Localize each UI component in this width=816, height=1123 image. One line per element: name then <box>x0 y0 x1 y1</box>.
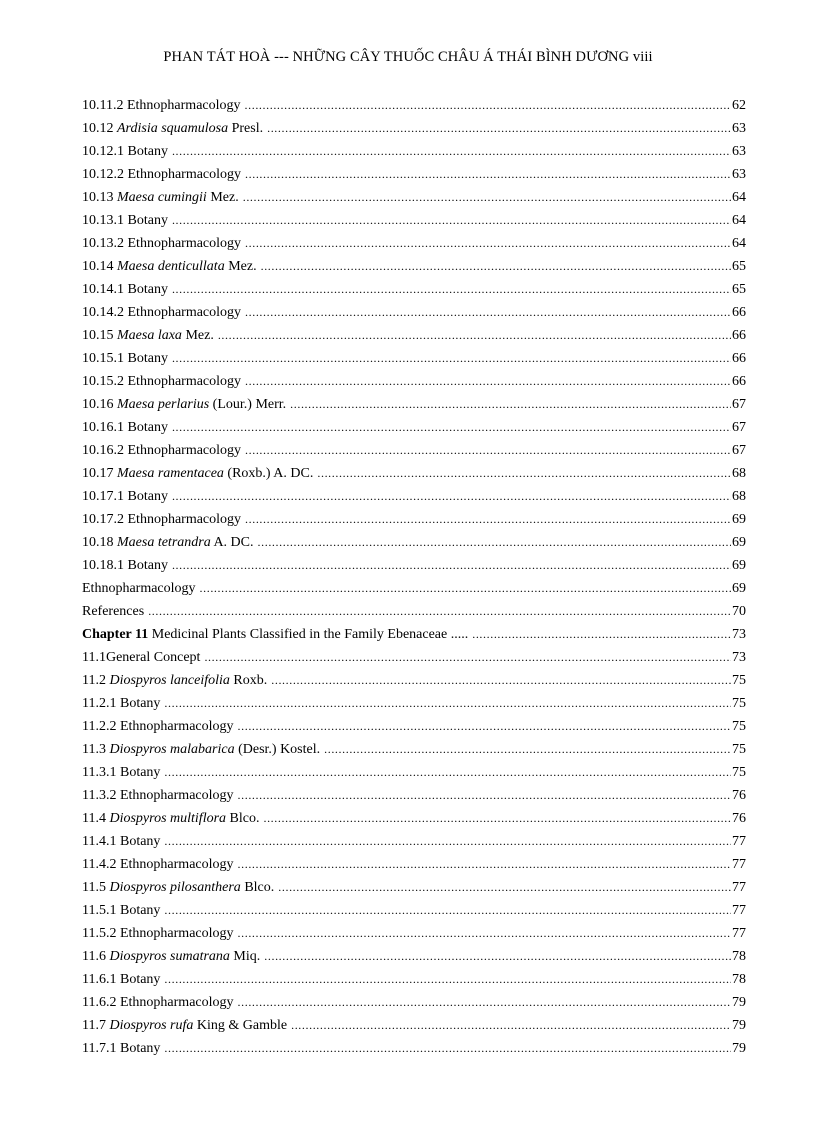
toc-entry-text: 11.5.2 Ethnopharmacology <box>82 926 234 941</box>
dot-leader <box>324 738 731 761</box>
toc-entry-title <box>82 508 241 531</box>
toc-entry-text: 11.3.2 Ethnopharmacology <box>82 788 234 803</box>
toc-entry[interactable] <box>82 117 746 140</box>
dot-leader <box>245 232 731 255</box>
dot-leader <box>278 876 731 899</box>
page-number: 66 <box>732 328 746 343</box>
toc-entry-text: 11.6 <box>82 949 110 964</box>
toc-entry[interactable] <box>82 462 746 485</box>
toc-entry-text: Medicinal Plants Classified in the Family Ebenaceae ..... <box>148 627 469 642</box>
dot-leader <box>263 807 731 830</box>
toc-entry-title <box>82 301 241 324</box>
dot-leader <box>172 485 731 508</box>
page-number: 77 <box>732 834 746 849</box>
toc-entry-text: 11.4.2 Ethnopharmacology <box>82 857 234 872</box>
toc-entry-text: 11.2 <box>82 673 110 688</box>
dot-leader <box>164 761 731 784</box>
toc-entry-title <box>82 140 168 163</box>
species-name: Maesa laxa <box>117 328 182 343</box>
dot-leader <box>238 922 731 945</box>
species-name: Diospyros lanceifolia <box>109 673 230 688</box>
dot-leader <box>172 140 731 163</box>
page-number: 68 <box>732 489 746 504</box>
toc-entry-title <box>82 968 160 991</box>
page-number: 70 <box>732 604 746 619</box>
author-citation: (Desr.) Kostel. <box>234 742 321 757</box>
toc-entry-text: 11.3.1 Botany <box>82 765 161 780</box>
toc-entry-title <box>82 462 313 485</box>
toc-entry-title <box>82 784 234 807</box>
toc-entry-title <box>82 278 168 301</box>
toc-entry[interactable] <box>82 899 746 922</box>
toc-entry-text: 10.13.1 Botany <box>82 213 168 228</box>
species-name: Maesa denticullata <box>117 259 225 274</box>
dot-leader <box>164 830 731 853</box>
page-number: 63 <box>732 144 746 159</box>
toc-entry-title <box>82 117 263 140</box>
toc-entry-text: 10.11.2 Ethnopharmacology <box>82 98 241 113</box>
page-number: 64 <box>732 236 746 251</box>
chapter-label: Chapter 11 <box>82 627 149 642</box>
species-name: Maesa ramentacea <box>117 466 224 481</box>
page-number: 79 <box>732 1041 746 1056</box>
toc-entry[interactable] <box>82 876 746 899</box>
dot-leader <box>218 324 731 347</box>
toc-entry-text: 11.7 <box>82 1018 110 1033</box>
dot-leader <box>238 853 731 876</box>
toc-entry[interactable] <box>82 347 746 370</box>
species-name: Diospyros malabarica <box>109 742 235 757</box>
toc-entry-title <box>82 94 241 117</box>
page-number: 76 <box>732 811 746 826</box>
author-citation: Blco. <box>240 880 275 895</box>
toc-entry-text: 11.6.2 Ethnopharmacology <box>82 995 234 1010</box>
toc-entry[interactable] <box>82 163 746 186</box>
author-citation: Mez. <box>224 259 257 274</box>
page-number: 75 <box>732 742 746 757</box>
toc-entry[interactable] <box>82 232 746 255</box>
toc-entry[interactable] <box>82 209 746 232</box>
toc-entry-text: 10.16.2 Ethnopharmacology <box>82 443 242 458</box>
toc-entry-title <box>82 531 254 554</box>
toc-entry[interactable] <box>82 186 746 209</box>
toc-entry-title <box>82 876 274 899</box>
toc-entry-title <box>82 163 241 186</box>
toc-entry-text: 11.1General Concept <box>82 650 201 665</box>
table-of-contents <box>82 94 746 1060</box>
page-number: 63 <box>732 167 746 182</box>
dot-leader <box>200 577 731 600</box>
page-number: 66 <box>732 305 746 320</box>
toc-entry-text: 10.17 <box>82 466 117 481</box>
toc-entry-text: 10.16 <box>82 397 117 412</box>
running-header: PHAN TÁT HOÀ --- NHỮNG CÂY THUỐC CHÂU Á THÁI BÌNH DƯƠNG viii <box>163 49 653 65</box>
page-number: 67 <box>732 397 746 412</box>
page-number: 65 <box>732 282 746 297</box>
page-number: 77 <box>732 926 746 941</box>
toc-entry-title <box>82 738 320 761</box>
toc-entry-title <box>82 807 259 830</box>
toc-entry[interactable] <box>82 784 746 807</box>
toc-entry-text: 11.3 <box>82 742 110 757</box>
toc-entry-title <box>82 324 214 347</box>
page-number: 67 <box>732 420 746 435</box>
toc-entry-text: 11.4.1 Botany <box>82 834 161 849</box>
dot-leader <box>164 692 731 715</box>
dot-leader <box>245 301 731 324</box>
toc-entry-text: 10.14.2 Ethnopharmacology <box>82 305 242 320</box>
page-number: 75 <box>732 765 746 780</box>
toc-entry[interactable] <box>82 255 746 278</box>
dot-leader <box>238 991 731 1014</box>
toc-entry[interactable] <box>82 554 746 577</box>
toc-entry[interactable] <box>82 853 746 876</box>
species-name: Diospyros pilosanthera <box>109 880 241 895</box>
species-name: Maesa tetrandra <box>117 535 211 550</box>
toc-entry[interactable] <box>82 922 746 945</box>
toc-entry-title <box>82 439 241 462</box>
page-number: 62 <box>732 98 746 113</box>
page-number: 69 <box>732 535 746 550</box>
toc-entry-text: 10.14 <box>82 259 117 274</box>
toc-entry-title <box>82 577 196 600</box>
toc-entry-title <box>82 485 168 508</box>
toc-entry[interactable] <box>82 991 746 1014</box>
author-citation: (Lour.) Merr. <box>209 397 287 412</box>
page-number: 63 <box>732 121 746 136</box>
toc-entry[interactable] <box>82 738 746 761</box>
dot-leader <box>148 600 731 623</box>
toc-entry-title <box>82 761 160 784</box>
toc-entry-text: 11.5 <box>82 880 110 895</box>
toc-entry-text: 10.18 <box>82 535 117 550</box>
dot-leader <box>172 347 731 370</box>
toc-entry-text: 11.5.1 Botany <box>82 903 161 918</box>
dot-leader <box>238 784 731 807</box>
dot-leader <box>172 209 731 232</box>
page-number: 75 <box>732 696 746 711</box>
toc-entry[interactable] <box>82 807 746 830</box>
page-number: 69 <box>732 558 746 573</box>
toc-entry-text: 11.6.1 Botany <box>82 972 161 987</box>
toc-entry[interactable] <box>82 393 746 416</box>
toc-entry[interactable] <box>82 600 746 623</box>
page-number: 64 <box>732 190 746 205</box>
dot-leader <box>258 531 731 554</box>
page-number: 67 <box>732 443 746 458</box>
page-number: 69 <box>732 581 746 596</box>
toc-entry-title <box>82 646 200 669</box>
toc-entry-text: 10.16.1 Botany <box>82 420 168 435</box>
page-number: 73 <box>732 650 746 665</box>
toc-entry-title <box>82 232 241 255</box>
author-citation: Mez. <box>181 328 214 343</box>
toc-entry[interactable] <box>82 830 746 853</box>
toc-entry-text: 10.18.1 Botany <box>82 558 168 573</box>
dot-leader <box>245 94 731 117</box>
author-citation: Roxb. <box>229 673 268 688</box>
author-citation: Blco. <box>226 811 260 826</box>
species-name: Diospyros multiflora <box>109 811 227 826</box>
dot-leader <box>172 278 731 301</box>
toc-entry-text: 10.12 <box>82 121 117 136</box>
toc-entry[interactable] <box>82 669 746 692</box>
toc-entry-text: 10.13 <box>82 190 117 205</box>
toc-entry-text: 10.12.1 Botany <box>82 144 168 159</box>
toc-entry[interactable] <box>82 646 746 669</box>
toc-entry[interactable] <box>82 531 746 554</box>
dot-leader <box>245 370 731 393</box>
toc-entry[interactable] <box>82 370 746 393</box>
toc-entry[interactable] <box>82 623 746 646</box>
toc-entry-title <box>82 945 260 968</box>
dot-leader <box>164 968 731 991</box>
toc-entry-title <box>82 1014 287 1037</box>
dot-leader <box>172 554 731 577</box>
toc-entry-text: Ethnopharmacology <box>82 581 196 596</box>
toc-entry-text: 10.17.2 Ethnopharmacology <box>82 512 242 527</box>
dot-leader <box>291 1014 731 1037</box>
dot-leader <box>317 462 731 485</box>
toc-entry-title <box>82 623 468 646</box>
page-number: 77 <box>732 880 746 895</box>
dot-leader <box>204 646 731 669</box>
toc-entry-text: 11.2.1 Botany <box>82 696 161 711</box>
toc-entry-title <box>82 600 144 623</box>
dot-leader <box>164 899 731 922</box>
dot-leader <box>290 393 731 416</box>
page-number: 73 <box>732 627 746 642</box>
toc-entry-title <box>82 853 234 876</box>
dot-leader <box>271 669 731 692</box>
dot-leader <box>172 416 731 439</box>
toc-entry-title <box>82 186 239 209</box>
toc-entry-text: 10.15.1 Botany <box>82 351 168 366</box>
toc-entry-title <box>82 416 168 439</box>
author-citation: Mez. <box>206 190 239 205</box>
dot-leader <box>261 255 731 278</box>
toc-entry[interactable] <box>82 761 746 784</box>
toc-entry[interactable] <box>82 301 746 324</box>
toc-entry[interactable] <box>82 140 746 163</box>
species-name: Ardisia squamulosa <box>117 121 229 136</box>
toc-entry-text: References <box>82 604 145 619</box>
toc-entry[interactable] <box>82 945 746 968</box>
page-number: 75 <box>732 673 746 688</box>
toc-entry-title <box>82 209 168 232</box>
toc-entry-text: 10.13.2 Ethnopharmacology <box>82 236 242 251</box>
toc-entry[interactable] <box>82 1014 746 1037</box>
author-citation: A. DC. <box>210 535 254 550</box>
page-number: 69 <box>732 512 746 527</box>
toc-entry-title <box>82 715 234 738</box>
toc-entry-text: 11.4 <box>82 811 110 826</box>
toc-entry-text: 11.7.1 Botany <box>82 1041 161 1056</box>
toc-entry[interactable] <box>82 1037 746 1060</box>
toc-entry-title <box>82 255 257 278</box>
species-name: Diospyros rufa <box>109 1018 194 1033</box>
toc-entry-text: 10.17.1 Botany <box>82 489 168 504</box>
toc-entry-title <box>82 899 160 922</box>
toc-entry[interactable] <box>82 416 746 439</box>
toc-entry[interactable] <box>82 485 746 508</box>
toc-entry[interactable] <box>82 94 746 117</box>
toc-entry[interactable] <box>82 508 746 531</box>
dot-leader <box>164 1037 731 1060</box>
toc-entry-title <box>82 991 234 1014</box>
toc-entry[interactable] <box>82 968 746 991</box>
toc-entry-title <box>82 554 168 577</box>
toc-entry[interactable] <box>82 278 746 301</box>
page-number: 79 <box>732 995 746 1010</box>
page-number: 65 <box>732 259 746 274</box>
author-citation: Presl. <box>228 121 264 136</box>
toc-entry-title <box>82 347 168 370</box>
dot-leader <box>243 186 731 209</box>
species-name: Maesa perlarius <box>117 397 210 412</box>
page-number: 66 <box>732 374 746 389</box>
toc-entry-text: 10.15.2 Ethnopharmacology <box>82 374 242 389</box>
author-citation: King & Gamble <box>193 1018 288 1033</box>
dot-leader <box>267 117 731 140</box>
toc-entry-title <box>82 370 241 393</box>
toc-entry[interactable] <box>82 577 746 600</box>
page-number: 76 <box>732 788 746 803</box>
dot-leader <box>245 439 731 462</box>
toc-entry[interactable] <box>82 715 746 738</box>
author-citation: (Roxb.) A. DC. <box>223 466 314 481</box>
dot-leader <box>245 508 731 531</box>
page-number: 77 <box>732 857 746 872</box>
page-number: 78 <box>732 972 746 987</box>
toc-entry[interactable] <box>82 439 746 462</box>
page-number: 75 <box>732 719 746 734</box>
page-number: 79 <box>732 1018 746 1033</box>
toc-entry-text: 10.12.2 Ethnopharmacology <box>82 167 242 182</box>
dot-leader <box>238 715 731 738</box>
species-name: Diospyros sumatrana <box>109 949 230 964</box>
toc-entry[interactable] <box>82 692 746 715</box>
toc-entry-title <box>82 692 160 715</box>
toc-entry-text: 10.15 <box>82 328 117 343</box>
page-number: 77 <box>732 903 746 918</box>
toc-entry-title <box>82 922 234 945</box>
toc-entry-title <box>82 830 160 853</box>
author-citation: Miq. <box>229 949 261 964</box>
toc-entry-text: 11.2.2 Ethnopharmacology <box>82 719 234 734</box>
toc-entry-title <box>82 393 286 416</box>
toc-entry-title <box>82 1037 160 1060</box>
page-number: 78 <box>732 949 746 964</box>
page-number: 68 <box>732 466 746 481</box>
toc-entry[interactable] <box>82 324 746 347</box>
dot-leader <box>264 945 731 968</box>
species-name: Maesa cumingii <box>117 190 207 205</box>
toc-entry-title <box>82 669 267 692</box>
page-number: 66 <box>732 351 746 366</box>
dot-leader <box>245 163 731 186</box>
dot-leader <box>472 623 731 646</box>
toc-entry-text: 10.14.1 Botany <box>82 282 168 297</box>
page-number: 64 <box>732 213 746 228</box>
